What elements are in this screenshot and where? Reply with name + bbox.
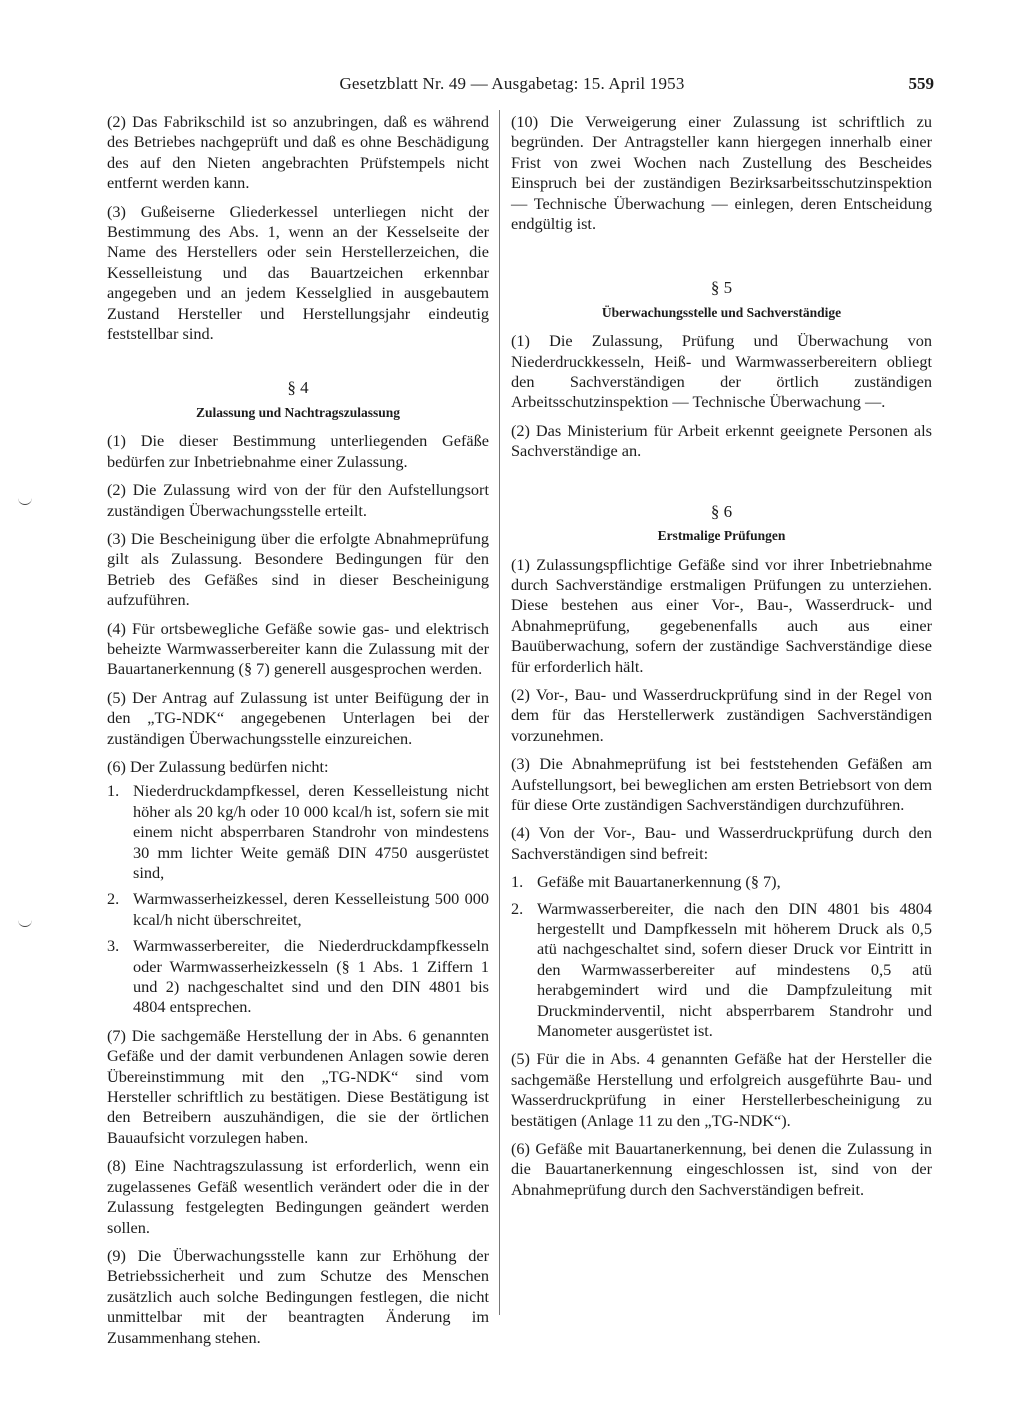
paragraph: (3) Die Abnahmeprüfung ist bei feststehenden Gefäßen am Aufstellungsort, bei beweglichen am ersten Betriebsort von dem für diese Orte zuständigen Sachverständigen durchzuführen. xyxy=(511,754,932,814)
page-header xyxy=(90,74,934,98)
list-number: 2. xyxy=(107,889,120,909)
paragraph: (8) Eine Nachtragszulassung ist erforderlich, wenn ein zugelassenes Gefäß wesentlich verändert oder die in der Zulassung festgelegten Bedingungen geändert werden sollen. xyxy=(107,1156,489,1237)
paragraph: (9) Die Überwachungsstelle kann zur Erhöhung der Betriebssicherheit und zum Schutze des Menschen zusätzlich auch solche Bedingungen festlegen, die nicht unmittelbar mit der beantragten Änderung im Zusammenhang stehen. xyxy=(107,1245,489,1347)
section-title: Erstmalige Prüfungen xyxy=(657,528,786,544)
list-text: Warmwasserheizkessel, deren Kesselleistung 500 000 kcal/h nicht überschreitet, xyxy=(133,889,489,929)
section-number: § 6 xyxy=(710,501,733,521)
paragraph: (5) Der Antrag auf Zulassung ist unter Beifügung der in den „TG-NDK“ angegebenen Unterlagen bei der zuständigen Überwachungsstelle einzureichen. xyxy=(107,687,489,748)
section-heading-5 xyxy=(511,278,932,323)
paragraph: (3) Die Bescheinigung über die erfolgte Abnahmeprüfung gilt als Zulassung. Besondere Bedingungen für den Betrieb des Gefäßes sind in dieser Bescheinigung aufzuführen. xyxy=(107,528,489,610)
list-number: 1. xyxy=(107,781,120,801)
column-divider xyxy=(499,110,500,1315)
paragraph: (6) Gefäße mit Bauartanerkennung, bei denen die Zulassung in die Bauartanerkennung eingeschlossen ist, sind von der Abnahmeprüfung durch den Sachverständigen befreit. xyxy=(511,1139,932,1199)
list-text: Niederdruckdampfkessel, deren Kesselleistung nicht höher als 20 kg/h oder 10 000 kcal/h ist, sofern sie mit einem nicht absperrbaren Standrohr von mindestens 30 mm lichter Weite gemäß DIN 4750 ausgerüstet sind, xyxy=(133,781,489,882)
list-number: 2. xyxy=(511,898,524,918)
paragraph: (7) Die sachgemäße Herstellung der in Abs. 6 genannten Gefäße und der damit verbundenen Anlagen sowie deren Übereinstimmung mit den „TG-NDK“ sind vom Hersteller schriftlich zu bestätigen. Diese Bestätigung ist den Betreibern auszuhändigen, die sie der örtlichen Bauaufsicht vorzulegen haben. xyxy=(107,1025,489,1147)
paragraph: (4) Für ortsbewegliche Gefäße sowie gas- und elektrisch beheizte Warmwasserbereiter kann die Zulassung mit der Bauartanerkennung (§ 7) generell ausgesprochen werden. xyxy=(107,618,489,679)
list-text: Warmwasserbereiter, die Niederdruckdampfkesseln oder Warmwasserheizkesseln (§ 1 Abs. 1 Ziffern 1 und 2) nachgeschaltet sind und den DIN 4801 bis 4804 entsprechen. xyxy=(133,936,489,1017)
page-number: 559 xyxy=(908,74,934,93)
paragraph: (1) Zulassungspflichtige Gefäße sind vor ihrer Inbetriebnahme durch Sachverständige erstmaligen Prüfungen zu unterziehen. Diese bestehen aus einer Vor-, Bau-, Wasserdruck- und Abnahmeprüfung, gegebenenfalls auch aus einer Bauüberwachung, sofern der zuständige Sachverständige diese für erforderlich hält. xyxy=(511,554,932,676)
section-number: § 4 xyxy=(287,378,309,398)
list-text: Warmwasserbereiter, die nach den DIN 4801 bis 4804 hergestellt und Dampfkesseln mit höherem Druck als 0,5 atü nachgeschaltet sind, sofern dieser Druck vor Eintritt in den Warmwasserbereiter auf mindestens 0,5 atü herabgemindert wird und die Dampfzuleitung mit Druckminderventil, nicht absperrbarem Standrohr und Manometer ausgerüstet ist. xyxy=(537,898,932,1041)
paragraph: (5) Für die in Abs. 4 genannten Gefäße hat der Hersteller die sachgemäße Herstellung und erfolgreich ausgeführte Bau- und Wasserdruckprüfung in einer Herstellerbescheinigung zu bestätigen (Anlage 11 zu den „TG-NDK“). xyxy=(511,1049,932,1130)
list-item xyxy=(107,889,489,930)
paragraph: (6) Der Zulassung bedürfen nicht: xyxy=(107,756,329,776)
paragraph: (10) Die Verweigerung einer Zulassung ist schriftlich zu begründen. Der Antragsteller kann hiergegen innerhalb einer Frist von zwei Wochen nach Zustellung des Bescheides Einspruch bei der zuständigen Bezirksarbeitsschutzinspektion — Technische Überwachung — einlegen, deren Entscheidung endgültig ist. xyxy=(511,112,932,234)
paragraph: (2) Vor-, Bau- und Wasserdruckprüfung sind in der Regel von dem für das Herstellerwerk zuständigen Sachverständigen vorzunehmen. xyxy=(511,684,932,745)
margin-mark xyxy=(18,918,32,927)
paragraph: (4) Von der Vor-, Bau- und Wasserdruckprüfung durch den Sachverständigen sind befreit: xyxy=(511,823,932,863)
list-text: Gefäße mit Bauartanerkennung (§ 7), xyxy=(537,872,781,892)
list-number: 1. xyxy=(511,872,524,892)
paragraph: (2) Die Zulassung wird von der für den Aufstellungsort zuständigen Überwachungsstelle erteilt. xyxy=(107,480,489,520)
header-title: Gesetzblatt Nr. 49 — Ausgabetag: 15. April 1953 xyxy=(339,74,685,93)
paragraph: (1) Die dieser Bestimmung unterliegenden Gefäße bedürfen zur Inbetriebnahme einer Zulassung. xyxy=(107,431,489,471)
section-heading-4 xyxy=(107,378,489,423)
section-number: § 5 xyxy=(710,278,733,298)
section-title: Zulassung und Nachtragszulassung xyxy=(195,404,401,420)
paragraph: (2) Das Ministerium für Arbeit erkennt geeignete Personen als Sachverständige an. xyxy=(511,420,932,461)
section-heading-6 xyxy=(511,502,932,547)
left-column xyxy=(107,112,489,1356)
list-item xyxy=(107,936,489,1018)
paragraph: (1) Die Zulassung, Prüfung und Überwachung von Niederdruckkesseln, Heiß- und Warmwasserbereitern obliegt den Sachverständigen der örtlich zuständigen Arbeitsschutzinspektion — Technische Überwachung —. xyxy=(511,331,932,412)
list-item xyxy=(107,781,489,883)
paragraph: (3) Gußeiserne Gliederkessel unterliegen nicht der Bestimmung des Abs. 1, wenn an der Kesselseite der Name des Herstellers oder sein Herstellerzeichen, die Kesselleistung und das Bauartzeichen erkennbar angegeben und an jedem Kesselglied in ausgebautem Zustand Hersteller und Herstellungsjahr eindeutig feststellbar sind. xyxy=(107,201,489,344)
list-number: 3. xyxy=(107,936,120,956)
exemption-list xyxy=(107,781,489,1017)
list-item xyxy=(511,899,932,1042)
paragraph: (2) Das Fabrikschild ist so anzubringen, daß es während des Betriebes nachgeprüft und daß es ohne Beschädigung des auf den Nieten angebrachten Prüfstempels nicht entfernt werden kann. xyxy=(107,112,489,193)
margin-mark xyxy=(18,496,32,505)
exemption-list xyxy=(511,872,932,1041)
right-column xyxy=(511,112,932,1208)
section-title: Überwachungsstelle und Sachverständige xyxy=(601,304,842,320)
list-item xyxy=(511,872,932,892)
